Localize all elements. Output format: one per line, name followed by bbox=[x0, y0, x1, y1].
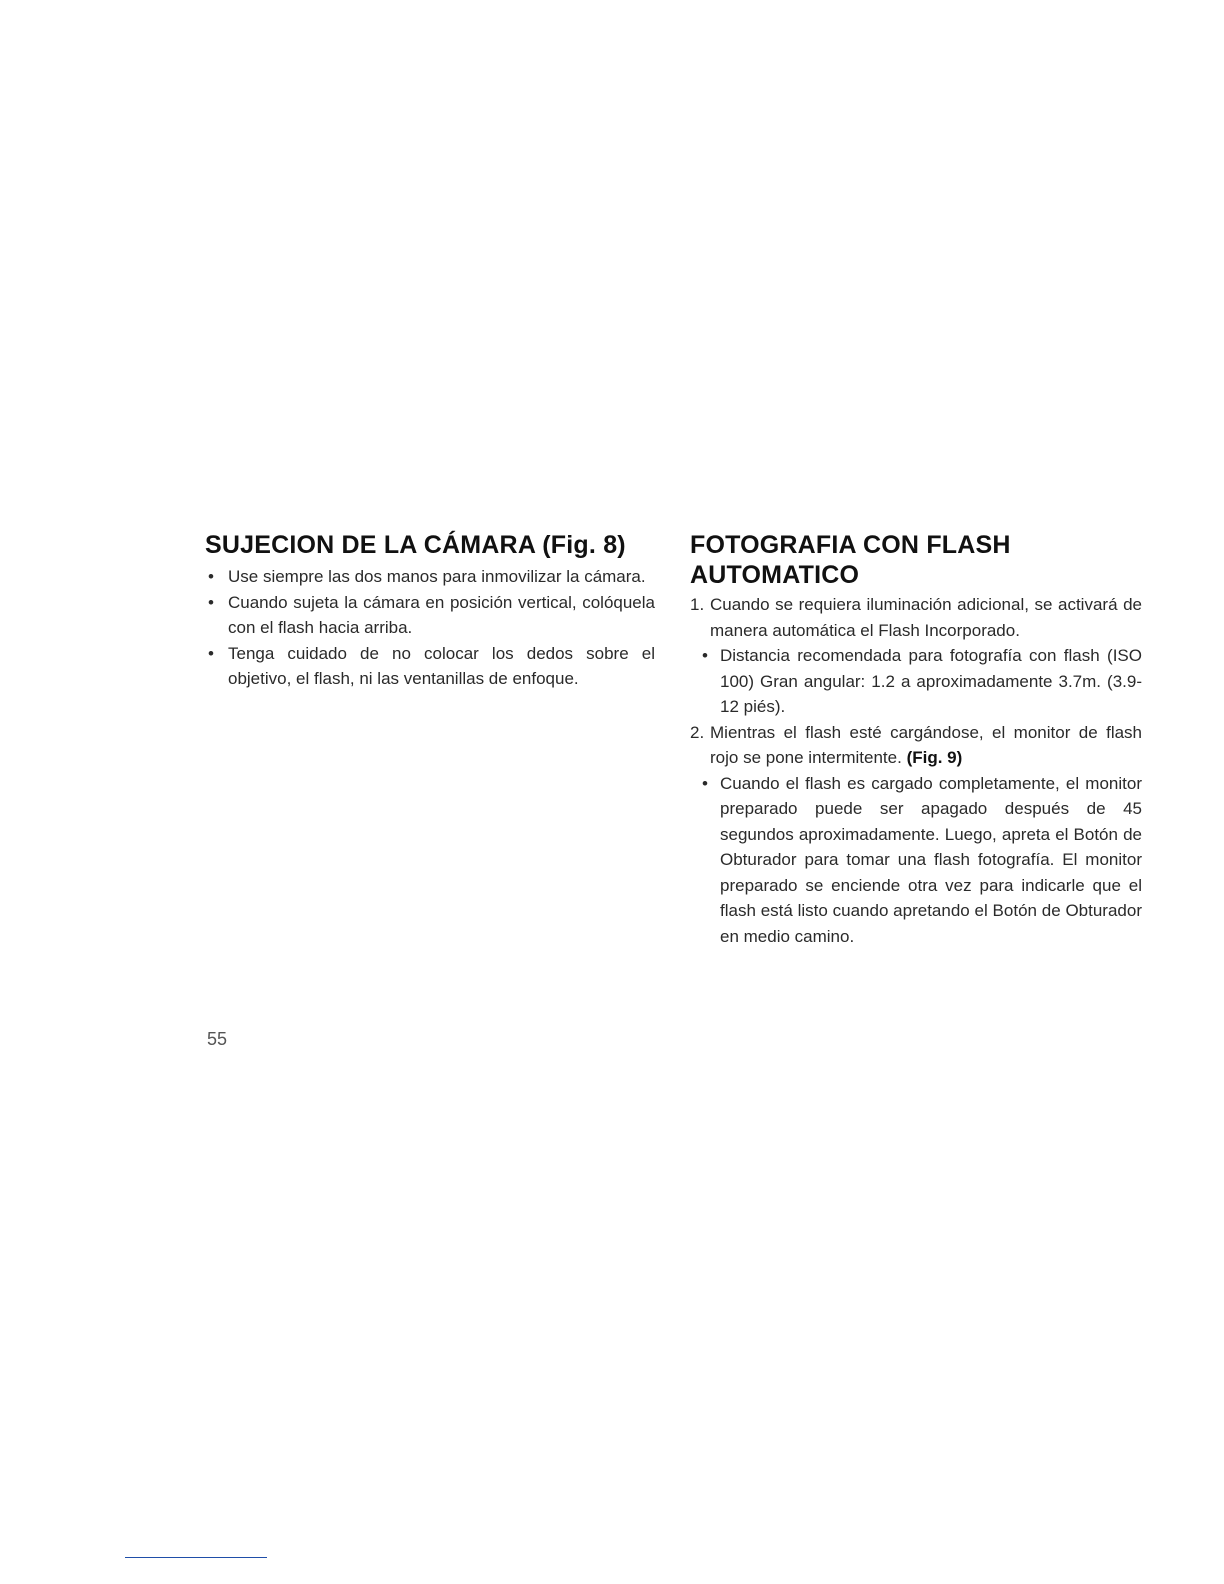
step-number: 2. bbox=[690, 722, 705, 742]
section-heading-auto-flash: FOTOGRAFIA CON FLASH AUTOMATICO bbox=[690, 531, 1011, 589]
list-item-text: Cuando el flash es cargado completamente, el monitor preparado puede ser apagado después de 45 segundos aproximadamente. Luego, apreta el Botón de Obturador para tomar una flash fotografía. El monitor preparado se enciende otra vez para indicarle que el flash está listo cuando apretando el Botón de Obturador en medio camino. bbox=[720, 773, 1142, 946]
step-number: 1. bbox=[690, 595, 705, 614]
bullet-mark: • bbox=[208, 567, 214, 586]
list-item bbox=[205, 590, 655, 641]
bullet-mark: • bbox=[208, 643, 214, 663]
list-item-text: Tenga cuidado de no colocar los dedos sobre el objetivo, el flash, ni las ventanillas de enfoque. bbox=[228, 643, 655, 688]
bullet-mark: • bbox=[208, 592, 214, 612]
footer-rule bbox=[125, 1557, 267, 1558]
right-column bbox=[690, 530, 1142, 949]
list-item bbox=[205, 641, 655, 692]
list-item-text: Use siempre las dos manos para inmovilizar la cámara. bbox=[228, 567, 646, 586]
numbered-step bbox=[690, 592, 1142, 643]
step-text: Mientras el flash esté cargándose, el monitor de flash rojo se pone intermitente. bbox=[710, 722, 1142, 767]
left-column bbox=[205, 530, 655, 692]
list-item-text: Cuando sujeta la cámara en posición vertical, colóquela con el flash hacia arriba. bbox=[228, 592, 655, 637]
step-text: Cuando se requiera iluminación adicional, se activará de manera automática el Flash Incorporado. bbox=[710, 595, 1142, 640]
numbered-step bbox=[690, 720, 1142, 771]
section-heading-camera-hold: SUJECION DE LA CÁMARA (Fig. 8) bbox=[205, 531, 626, 559]
list-item-text: Distancia recomendada para fotografía con flash (ISO 100) Gran angular: 1.2 a aproximadamente 3.7m. (3.9-12 piés). bbox=[720, 646, 1142, 716]
list-item bbox=[690, 643, 1142, 720]
figure-reference: (Fig. 9) bbox=[906, 748, 963, 767]
bullet-mark: • bbox=[702, 646, 708, 665]
list-item bbox=[690, 771, 1142, 950]
page-number: 55 bbox=[207, 1029, 228, 1049]
list-item bbox=[205, 564, 655, 590]
bullet-mark: • bbox=[702, 773, 708, 793]
